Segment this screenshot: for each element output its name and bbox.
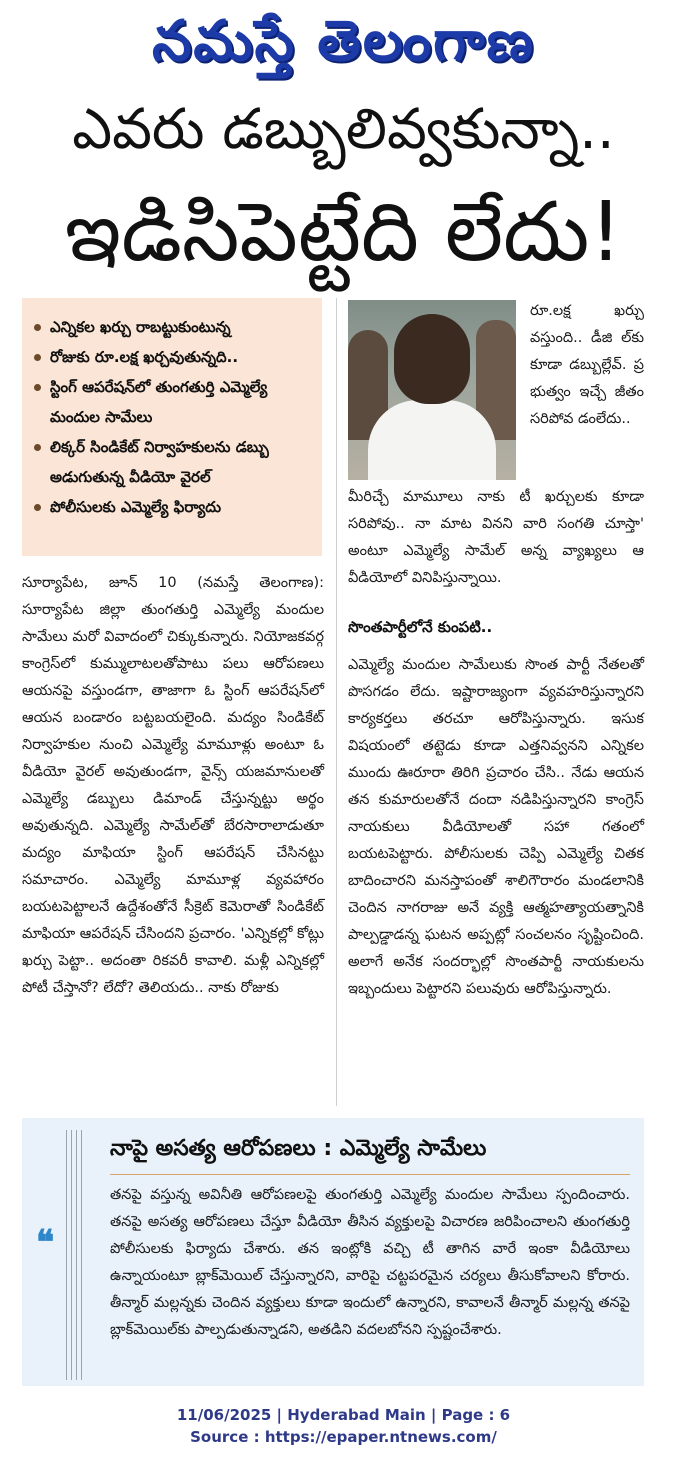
article-left-column: సూర్యాపేట, జూన్ 10 (నమస్తే తెలంగాణ): సూర్యాపేట జిల్లా తుంగతుర్తి ఎమ్మెల్యే మందుల సామేలు మరో వివాదంలో చిక్కుకున్నారు. నియోజకవర్గ కాంగ్రెస్‌లో కుమ్ములాటలతోపాటు పలు ఆరోపణలు ఆయనపై వస్తుండగా, తాజాగా ఓ స్టింగ్ ఆపరేషన్‌లో ఆయన బండారం బట్టబయలైంది. మద్యం సిండికేట్ నిర్వాహకుల నుంచి ఎమ్మెల్యే మామూళ్లు అంటూ ఓ వీడియో వైరల్ అవుతుండగా, వైన్స్ యజమానులతో ఎమ్మెల్యే డబ్బులు డిమాండ్ చేస్తున్నట్టు అర్థం అవుతున్నది. ఎమ్మెల్యే సామేల్‌తో బేరసారాలాడుతూ మద్యం మాఫియా స్టింగ్ ఆపరేషన్ చేసినట్టు సమాచారం. ఎమ్మెల్యే మామూళ్ల వ్యవహారం బయటపెట్టాలనే ఉద్దేశంతోనే సీక్రెట్ కెమెరాతో సిండికేట్ మాఫియా ఆపరేషన్ చేసిందని ప్రచారం. 'ఎన్నికల్లో కోట్లు ఖర్చు పెట్టా.. అదంతా రికవరీ కావాలి. మళ్లీ ఎన్నికల్లో పోటీ చేస్తానో? లేదో? తెలియదు.. నాకు రోజుకు [22, 575, 324, 996]
masthead-logo: నమస్తే తెలంగాణ [152, 8, 535, 74]
highlights-box [22, 298, 322, 556]
highlight-item: పోలీసులకు ఎమ్మెల్యే ఫిర్యాదు [34, 492, 312, 522]
box-title: నాపై అసత్య ఆరోపణలు : ఎమ్మెల్యే సామేలు [110, 1136, 487, 1161]
person-photo [348, 300, 516, 480]
headline-line-2: ఇడిసిపెట్టేది లేదు! [64, 185, 623, 280]
sub-heading: సొంతపార్టీలోనే కుంపటి.. [348, 618, 493, 636]
mla-response-box [22, 1118, 644, 1386]
article-right-bottom: ఎమ్మెల్యే మందుల సామేలుకు సొంత పార్టీ నేతలతో పొసగడం లేదు. ఇష్టారాజ్యంగా వ్యవహరిస్తున్నారని కార్యకర్తలు తరచూ ఆరోపిస్తున్నారు. ఇసుక విషయంలో తట్టెడు కూడా ఎత్తనివ్వనని ఎన్నికల ముందు ఊరూరా తిరిగి ప్రచారం చేసి.. నేడు ఆయన తన కుమారులతోనే దందా నడిపిస్తున్నారని కాంగ్రెస్ నాయకులు వీడియోలతో సహా గతంలో బయటపెట్టారు. పోలీసులకు చెప్పి ఎమ్మెల్యే చితక బాదించారని మనస్తాపంతో శాలిగౌరారం మండలానికి చెందిన నాగరాజు అనే వ్యక్తి ఆత్మహత్యాయత్నానికి పాల్పడ్డాడన్న ఘటన అప్పట్లో సంచలనం సృష్టించింది. అలాగే అనేక సందర్భాల్లో సొంతపార్టీ నాయకులను ఇబ్బందులు పెట్టారని పలువురు ఆరోపిస్తున్నారు. [348, 657, 644, 997]
highlight-item: ఎన్నికల ఖర్చు రాబట్టుకుంటున్న [34, 312, 312, 342]
article-right-continued: మీరిచ్చే మామూలు నాకు టీ ఖర్చులకు కూడా సరిపోవు.. నా మాట వినని వారి సంగతి చూస్తా' అంటూ ఎమ్మెల్యే సామేల్ అన్న వ్యాఖ్యలు ఆ వీడియోలో వినిపిస్తున్నాయి. [348, 489, 644, 586]
quote-icon: ❝ [36, 1223, 55, 1263]
headline-line-1: ఎవరు డబ్బులివ్వకున్నా.. [72, 97, 615, 162]
highlight-item: రోజుకు రూ.లక్ష ఖర్చవుతున్నది.. [34, 342, 312, 372]
box-title-underline [110, 1174, 630, 1175]
footer-source-link[interactable]: Source : https://epaper.ntnews.com/ [190, 1428, 497, 1446]
article-right-top: రూ.లక్ష ఖర్చు వస్తుంది.. డీజి ల్‌కు కూడా డబ్బుల్లేవ్. ప్ర భుత్వం ఇచ్చే జీతం సరిపోవ డంలేదు.. [530, 303, 644, 427]
highlight-item: లిక్కర్ సిండికేట్ నిర్వాహకులను డబ్బు అడుగుతున్న వీడియో వైరల్ [34, 432, 312, 492]
box-text: తనపై వస్తున్న అవినీతి ఆరోపణలపై తుంగతుర్తి ఎమ్మెల్యే మందుల సామేలు స్పందించారు. తనపై అసత్య ఆరోపణలు చేస్తూ వీడియో తీసిన వ్యక్తులపై విచారణ జరిపించాలని తుంగతుర్తి పోలీసులకు ఫిర్యాదు చేశారు. తన ఇంట్లోకి వచ్చి టీ తాగిన వారే ఇంకా వీడియోలు ఉన్నాయంటూ బ్లాక్‌మెయిల్ చేస్తున్నారని, వారిపై చట్టపరమైన చర్యలు తీసుకోవాలని కోరారు. తీన్మార్ మల్లన్నకు చెందిన వ్యక్తులు కూడా ఇందులో ఉన్నారని, కావాలనే తీన్మార్ మల్లన్న తనపై బ్లాక్‌మెయిల్‌కు పాల్పడుతున్నాడని, అతడిని వదలబోనని స్పష్టంచేశారు. [110, 1187, 630, 1338]
column-divider [336, 298, 337, 1106]
footer-date-line: 11/06/2025 | Hyderabad Main | Page : 6 [176, 1406, 511, 1424]
highlight-item: స్టింగ్ ఆపరేషన్‌లో తుంగతుర్తి ఎమ్మెల్యే మందుల సామేలు [34, 372, 312, 432]
